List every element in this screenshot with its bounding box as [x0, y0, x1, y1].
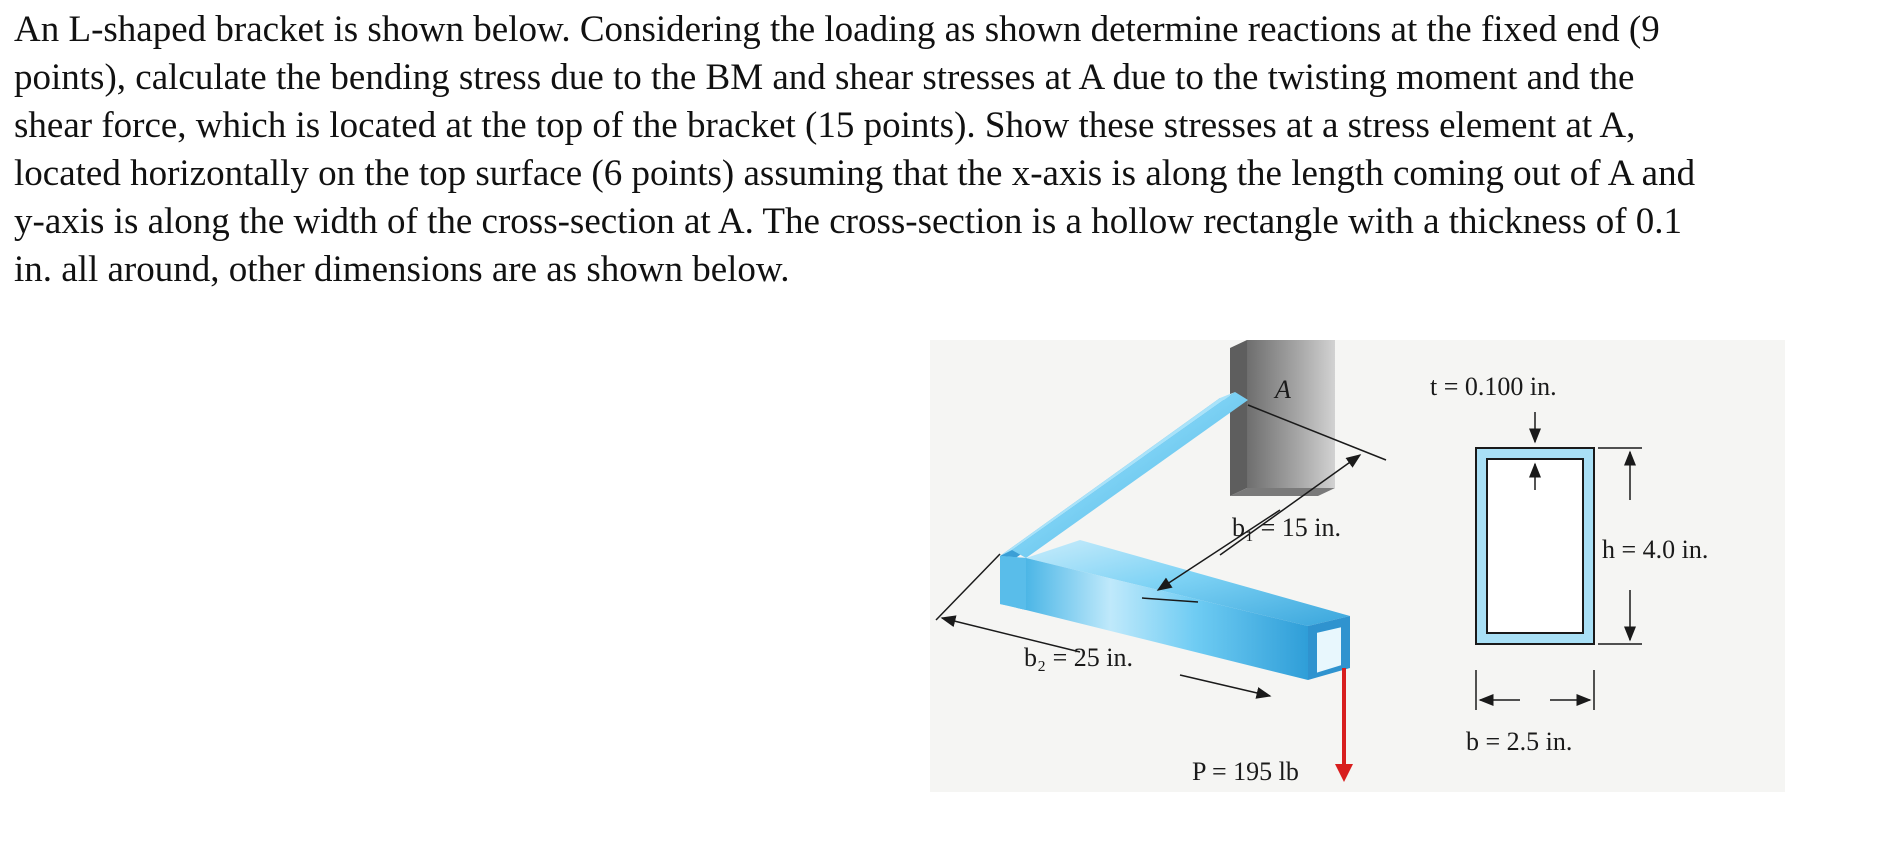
problem-line: y-axis is along the width of the cross-section at A. The cross-section is a hollow rectangle with a thickness of 0.1	[14, 201, 1683, 242]
bracket-figure	[930, 340, 1785, 792]
thickness-label: t = 0.100 in.	[1430, 372, 1557, 401]
width-label: b = 2.5 in.	[1466, 727, 1573, 756]
height-label: h = 4.0 in.	[1602, 535, 1709, 564]
problem-line: shear force, which is located at the top of the bracket (15 points). Show these stresses at a stress element at A,	[14, 105, 1636, 146]
problem-line: located horizontally on the top surface (6 points) assuming that the x-axis is along the length coming out of A and	[14, 153, 1696, 194]
b1-label: b₁ = 15 in.	[1232, 513, 1341, 542]
load-label: P = 195 lb	[1192, 757, 1299, 786]
support-label: A	[1275, 375, 1291, 404]
bracket-diagram	[930, 340, 1785, 792]
problem-statement	[14, 6, 1882, 294]
problem-line: points), calculate the bending stress due to the BM and shear stresses at A due to the twisting moment and the	[14, 57, 1635, 98]
problem-line: in. all around, other dimensions are as shown below.	[14, 249, 790, 290]
b2-label: b₂ = 25 in.	[1024, 643, 1133, 672]
problem-line: An L-shaped bracket is shown below. Considering the loading as shown determine reactions at the fixed end (9	[14, 9, 1660, 50]
